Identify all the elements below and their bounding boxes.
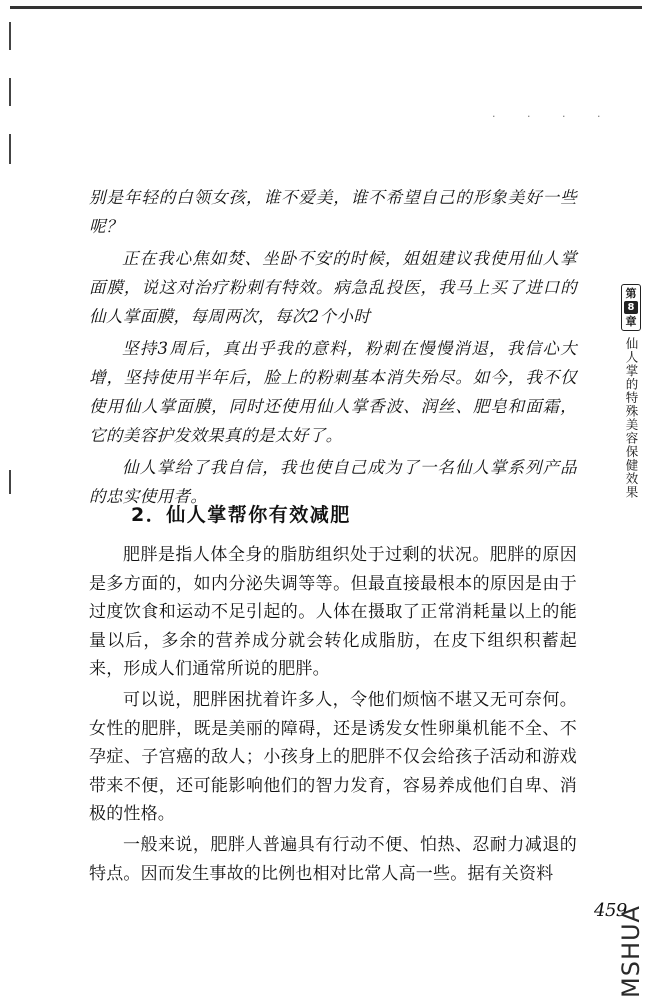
chapter-title: 仙人掌的特殊美容保健效果 [624, 337, 639, 499]
chapter-tab [620, 284, 642, 499]
watermark: MSHUA [617, 905, 645, 998]
scan-edge-mark [9, 78, 11, 106]
scan-edge-mark [9, 134, 11, 164]
body-paragraph: 可以说，肥胖困扰着许多人，令他们烦恼不堪又无可奈何。女性的肥胖，既是美丽的障碍，还是诱发女性卵巢机能不全、不孕症、子宫癌的敌人；小孩身上的肥胖不仅会给孩子活动和游戏带来不便，还可能影响他们的智力发育，容易养成他们自卑、消极的性格。 [89, 689, 577, 825]
story-paragraph: 坚持3周后，真出乎我的意料，粉刺在慢慢消退，我信心大增，坚持使用半年后，脸上的粉刺基本消失殆尽。如今，我不仅使用仙人掌面膜，同时还使用仙人掌香波、润丝、肥皂和面霜，它的美容护发效果真的是太好了。 [89, 339, 577, 445]
scan-specks: · · · · [492, 110, 615, 123]
page-number: 459 [594, 900, 627, 921]
chapter-prefix: 第 [625, 287, 637, 300]
body-paragraph: 肥胖是指人体全身的脂肪组织处于过剩的状况。肥胖的原因是多方面的，如内分泌失调等等。但最直接最根本的原因是由于过度饮食和运动不足引起的。人体在摄取了正常消耗量以上的能量以后，多余的营养成分就会转化成脂肪，在皮下组织积蓄起来，形成人们通常所说的肥胖。 [89, 545, 577, 680]
story-text [89, 183, 577, 511]
chapter-badge [621, 284, 641, 331]
story-paragraph: 别是年轻的白领女孩，谁不爱美，谁不希望自己的形象美好一些呢？ [89, 188, 577, 236]
story-paragraph: 正在我心焦如焚、坐卧不安的时候，姐姐建议我使用仙人掌面膜，说这对治疗粉刺有特效。病急乱投医，我马上买了进口的仙人掌面膜，每周两次，每次2个小时 [89, 249, 577, 326]
chapter-number: 8 [624, 301, 638, 314]
section-heading: 2．仙人掌帮你有效减肥 [131, 504, 351, 526]
section-body [89, 541, 577, 888]
scan-edge-mark [9, 22, 11, 50]
scan-edge-mark [9, 470, 11, 494]
body-paragraph: 一般来说，肥胖人普遍具有行动不便、怕热、忍耐力减退的特点。因而发生事故的比例也相对比常人高一些。据有关资料 [89, 834, 577, 884]
story-paragraph: 仙人掌给了我自信，我也使自己成为了一名仙人掌系列产品的忠实使用者。 [89, 458, 577, 506]
chapter-suffix: 章 [625, 315, 637, 328]
top-rule [10, 6, 642, 9]
